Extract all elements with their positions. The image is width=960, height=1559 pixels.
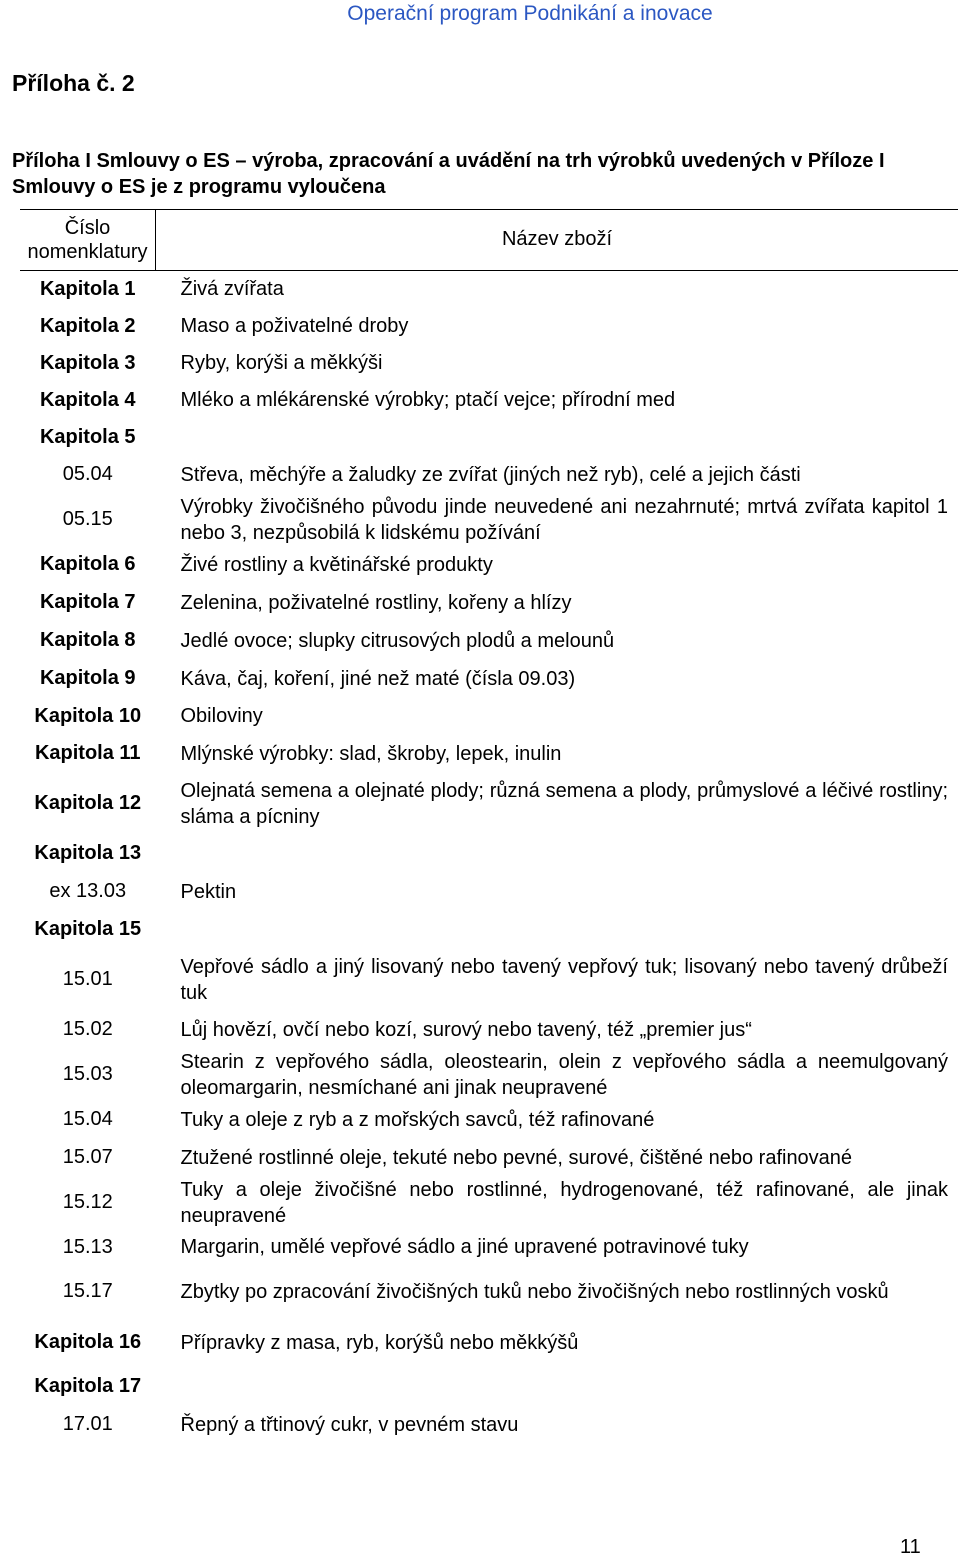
table-row <box>20 660 958 698</box>
table-row <box>20 308 958 345</box>
goods-name: Živé rostliny a květinářské produkty <box>180 553 493 576</box>
annex-label: Příloha č. 2 <box>12 70 135 96</box>
nomenclature-code: Kapitola 13 <box>34 842 142 864</box>
goods-name: Lůj hovězí, ovčí nebo kozí, surový nebo tavený, též „premier jus“ <box>180 1018 752 1041</box>
table-row <box>20 1266 958 1318</box>
nomenclature-code: Kapitola 10 <box>34 704 142 727</box>
table-row <box>20 1011 958 1049</box>
nomenclature-code: Kapitola 17 <box>34 1375 142 1397</box>
goods-name: Olejnatá semena a olejnaté plody; různá semena a plody, průmyslové a léčivé rostliny; sláma a pícniny <box>180 779 948 828</box>
table-row <box>20 546 958 584</box>
table-row <box>20 1406 958 1444</box>
nomenclature-code: Kapitola 15 <box>34 918 142 940</box>
table-row <box>20 698 958 735</box>
table-row <box>20 1139 958 1177</box>
nomenclature-code: 05.15 <box>62 508 113 530</box>
nomenclature-code: Kapitola 6 <box>39 553 136 575</box>
table-row <box>20 835 958 873</box>
commodity-table <box>20 209 958 1444</box>
goods-name: Zbytky po zpracování živočišných tuků nebo živočišných nebo rostlinných vosků <box>180 1280 889 1303</box>
nomenclature-code: Kapitola 16 <box>34 1331 142 1353</box>
nomenclature-code: 15.01 <box>62 968 113 990</box>
nomenclature-code: Kapitola 3 <box>39 351 136 374</box>
table-body <box>20 271 958 1444</box>
nomenclature-code: Kapitola 2 <box>39 314 136 337</box>
nomenclature-code: 17.01 <box>62 1413 113 1435</box>
table-row <box>20 1368 958 1406</box>
goods-name <box>156 419 959 456</box>
nomenclature-code: 15.02 <box>62 1018 113 1040</box>
document-header: Operační program Podnikání a inovace <box>347 2 713 25</box>
nomenclature-code: 15.04 <box>62 1108 113 1130</box>
nomenclature-code: 15.17 <box>62 1280 113 1302</box>
table-row <box>20 494 958 546</box>
nomenclature-code: 05.04 <box>62 463 113 485</box>
goods-name: Vepřové sádlo a jiný lisovaný nebo tavený vepřový tuk; lisovaný nebo tavený drůbeží tuk <box>180 955 948 1004</box>
column-header-code: Číslo nomenklatury <box>20 210 156 271</box>
goods-name: Přípravky z masa, ryb, korýšů nebo měkkýšů <box>180 1331 579 1354</box>
goods-name: Obiloviny <box>180 705 263 727</box>
goods-name: Mlýnské výrobky: slad, škroby, lepek, inulin <box>180 742 562 765</box>
goods-name: Ryby, korýši a měkkýši <box>180 352 383 374</box>
table-header-row <box>20 210 958 271</box>
goods-name: Margarin, umělé vepřové sádlo a jiné upravené potravinové tuky <box>180 1236 749 1258</box>
nomenclature-code: Kapitola 8 <box>39 629 136 651</box>
nomenclature-code: Kapitola 9 <box>39 667 136 689</box>
goods-name: Káva, čaj, koření, jiné než maté (čísla 09.03) <box>180 667 576 690</box>
goods-name: Jedlé ovoce; slupky citrusových plodů a melounů <box>180 629 615 652</box>
goods-name: Ztužené rostlinné oleje, tekuté nebo pevné, surové, čištěné nebo rafinované <box>180 1146 853 1169</box>
table-row <box>20 345 958 382</box>
nomenclature-code: 15.07 <box>62 1146 113 1168</box>
table-row <box>20 873 958 911</box>
page-number: 11 <box>900 1536 921 1558</box>
nomenclature-code: 15.13 <box>62 1235 113 1258</box>
table-row <box>20 1318 958 1368</box>
goods-name: Mléko a mlékárenské výrobky; ptačí vejce; přírodní med <box>180 389 676 411</box>
table-row <box>20 1229 958 1266</box>
nomenclature-code: Kapitola 12 <box>34 792 142 814</box>
page-title: Příloha I Smlouvy o ES – výroba, zpracování a uvádění na trh výrobků uvedených v Příloze I Smlouvy o ES je z programu vyloučena <box>12 150 885 198</box>
goods-name: Tuky a oleje z ryb a z mořských savců, též rafinované <box>180 1108 655 1131</box>
nomenclature-code: Kapitola 11 <box>34 742 141 764</box>
table-row <box>20 382 958 419</box>
nomenclature-code: Kapitola 4 <box>39 388 136 411</box>
table-row <box>20 622 958 660</box>
goods-name <box>156 911 959 949</box>
goods-name: Zelenina, poživatelné rostliny, kořeny a hlízy <box>180 591 572 614</box>
nomenclature-code: Kapitola 5 <box>39 425 136 448</box>
table-row <box>20 584 958 622</box>
goods-name: Výrobky živočišného původu jinde neuvedené ani nezahrnuté; mrtvá zvířata kapitol 1 nebo 3, nezpůsobilá k lidskému požívání <box>180 495 948 544</box>
goods-name <box>156 835 959 873</box>
table-row <box>20 456 958 494</box>
table-row <box>20 271 958 308</box>
nomenclature-code: 15.03 <box>62 1063 113 1085</box>
nomenclature-code: Kapitola 1 <box>39 277 136 300</box>
goods-name: Střeva, měchýře a žaludky ze zvířat (jiných než ryb), celé a jejich části <box>180 463 801 486</box>
goods-name: Živá zvířata <box>180 278 284 301</box>
goods-name: Stearin z vepřového sádla, oleostearin, olein z vepřového sádla a neemulgovaný oleomargarin, nesmíchané ani jinak neupravené <box>180 1050 948 1099</box>
goods-name: Řepný a třtinový cukr, v pevném stavu <box>180 1413 519 1436</box>
table-row <box>20 1049 958 1101</box>
column-header-name: Název zboží <box>156 210 959 271</box>
goods-name <box>156 1368 959 1406</box>
table-row <box>20 1177 958 1229</box>
table-row <box>20 735 958 773</box>
nomenclature-code: Kapitola 7 <box>39 591 136 613</box>
goods-name: Maso a poživatelné droby <box>180 315 409 337</box>
table-row <box>20 949 958 1011</box>
table-row <box>20 1101 958 1139</box>
table-row <box>20 419 958 456</box>
goods-name: Tuky a oleje živočišné nebo rostlinné, hydrogenované, též rafinované, ale jinak neupravené <box>180 1178 948 1227</box>
table-row <box>20 773 958 835</box>
table-row <box>20 911 958 949</box>
goods-name: Pektin <box>180 880 237 903</box>
nomenclature-code: 15.12 <box>62 1191 113 1213</box>
nomenclature-code: ex 13.03 <box>49 880 127 902</box>
